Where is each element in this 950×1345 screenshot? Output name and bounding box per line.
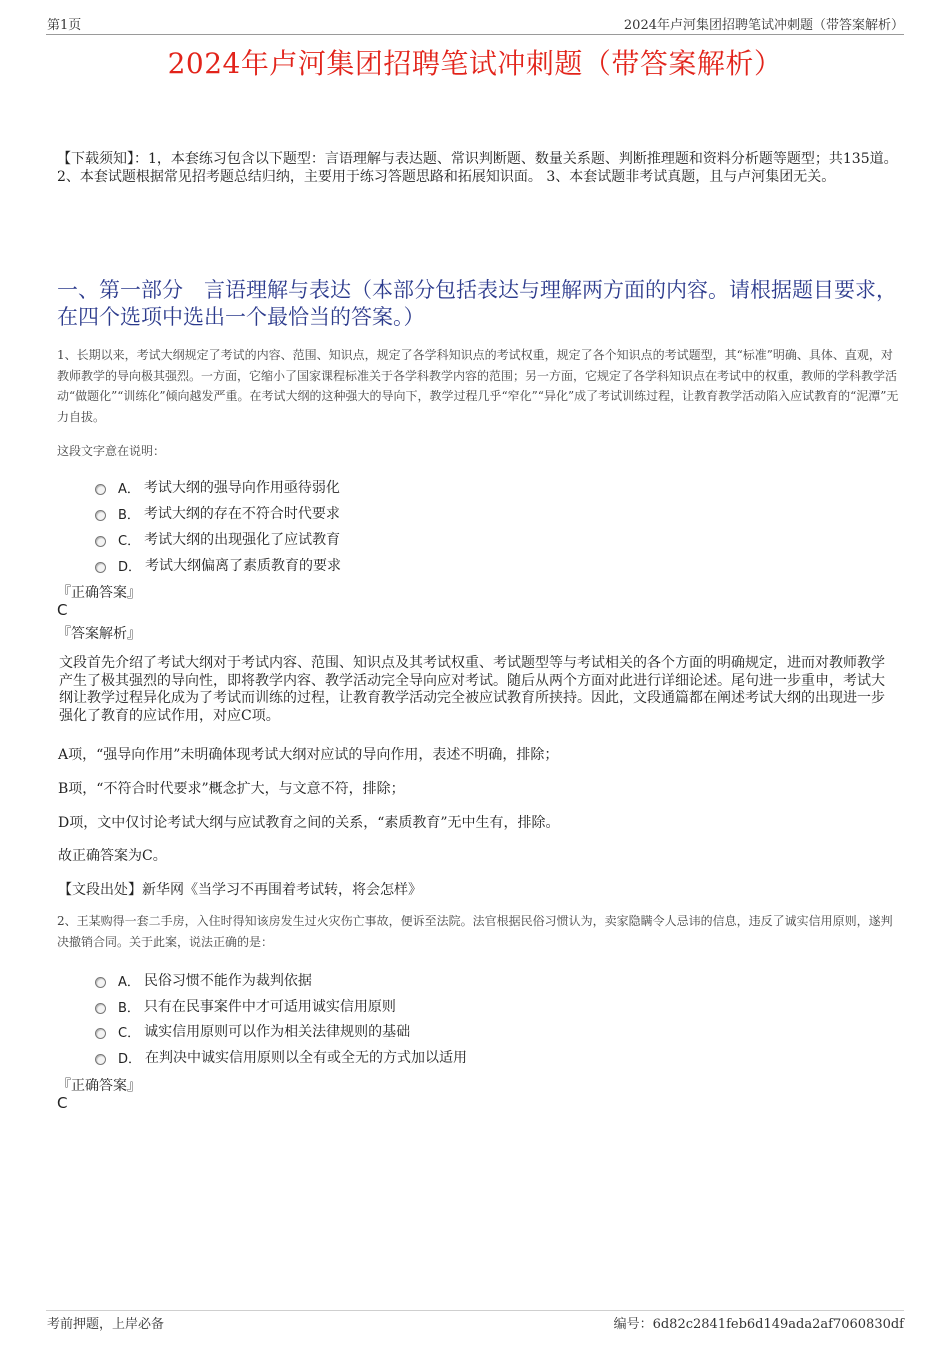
page-number: 第1页 — [47, 18, 82, 33]
radio-icon[interactable] — [95, 562, 106, 573]
option-text: 民俗习惯不能作为裁判依据 — [143, 973, 312, 989]
radio-icon[interactable] — [95, 484, 106, 495]
question-1-answer-label: 『正确答案』 — [57, 585, 141, 601]
option-letter: A． — [118, 481, 140, 497]
option-letter: D． — [118, 559, 142, 575]
option-text: 诚实信用原则可以作为相关法律规则的基础 — [144, 1024, 411, 1040]
option-letter: B． — [118, 507, 140, 523]
option-text: 考试大纲偏离了素质教育的要求 — [145, 558, 342, 574]
page-title: 2024年卢河集团招聘笔试冲刺题（带答案解析） — [167, 47, 783, 80]
question-2-answer: C — [57, 1094, 68, 1112]
option-letter: A． — [118, 974, 140, 990]
question-1-prompt: 这段文字意在说明： — [57, 444, 166, 458]
option-letter: D． — [118, 1051, 142, 1067]
option-text: 在判决中诚实信用原则以全有或全无的方式加以适用 — [145, 1050, 468, 1066]
radio-icon[interactable] — [95, 1054, 106, 1065]
header-doc-title: 2024年卢河集团招聘笔试冲刺题（带答案解析） — [623, 18, 904, 33]
option-text: 考试大纲的存在不符合时代要求 — [143, 506, 340, 522]
question-1-option-a[interactable] — [95, 477, 340, 497]
question-2-option-c[interactable] — [95, 1021, 410, 1041]
question-1-note-b: B项，“不符合时代要求”概念扩大，与文意不符，排除； — [58, 781, 405, 797]
question-1-analysis: 文段首先介绍了考试大纲对于考试内容、范围、知识点及其考试权重、考试题型等与考试相关的各个方面的明确规定，进而对教师教学产生了极其强烈的导向性，即将教学内容、教学活动完全导向应对考试。随后从两个方面对此进行详细论述。尾句进一步重申，考试大纲让教学过程异化成为了考试而训练的过程，让教育教学活动完全被应试教育所挟持。因此，文段通篇都在阐述考试大纲的出现进一步强化了教育的应试作用，对应C项。 — [59, 655, 885, 724]
option-letter: C． — [118, 533, 141, 549]
download-notice: 【下载须知】：1，本套练习包含以下题型：言语理解与表达题、常识判断题、数量关系题、判断推理题和资料分析题等题型；共135道。 2、本套试题根据常见招考题总结归纳，主要用于练习答题思路和拓展知识面。 3、本套试题非考试真题，且与卢河集团无关。 — [57, 151, 898, 185]
question-1-answer: C — [57, 601, 68, 619]
question-1-analysis-label: 『答案解析』 — [57, 626, 141, 642]
question-2-answer-label: 『正确答案』 — [57, 1078, 141, 1094]
question-1-text: 1、长期以来，考试大纲规定了考试的内容、范围、知识点，规定了各学科知识点的考试权重，规定了各个知识点的考试题型，其“标准”明确、具体、直观，对教师教学的导向极其强烈。一方面，它缩小了国家课程标准关于各学科教学内容的范围；另一方面，它规定了各学科知识点在考试中的权重，教师的学科教学活动“做题化”“训练化”倾向越发严重。在考试大纲的这种强大的导向下，教学过程几乎“窄化”“异化”成了考试训练过程，让教育教学活动陷入应试教育的“泥潭”无力自拔。 — [57, 348, 899, 424]
question-1-note-a: A项，“强导向作用”未明确体现考试大纲对应试的导向作用，表述不明确，排除； — [58, 747, 559, 763]
question-2-option-d[interactable] — [95, 1047, 467, 1067]
radio-icon[interactable] — [95, 1028, 106, 1039]
question-2-option-b[interactable] — [95, 996, 396, 1016]
radio-icon[interactable] — [95, 977, 106, 988]
question-1-conclusion: 故正确答案为C。 — [58, 848, 167, 864]
question-1-note-d: D项，文中仅讨论考试大纲与应试教育之间的关系，“素质教育”无中生有，排除。 — [58, 815, 560, 831]
question-2-text: 2、王某购得一套二手房，入住时得知该房发生过火灾伤亡事故，便诉至法院。法官根据民俗习惯认为，卖家隐瞒令人忌讳的信息，违反了诚实信用原则，遂判决撤销合同。关于此案，说法正确的是： — [57, 914, 893, 949]
footer-doc-id: 编号：6d82c2841feb6d149ada2af7060830df — [613, 1317, 904, 1332]
section-heading: 一、第一部分 言语理解与表达（本部分包括表达与理解两方面的内容。请根据题目要求，在四个选项中选出一个最恰当的答案。） — [57, 278, 897, 329]
question-1-option-d[interactable] — [95, 555, 341, 575]
question-1-option-b[interactable] — [95, 503, 340, 523]
radio-icon[interactable] — [95, 1003, 106, 1014]
option-letter: B． — [118, 1000, 140, 1016]
option-letter: C． — [118, 1025, 141, 1041]
option-text: 考试大纲的出现强化了应试教育 — [144, 532, 341, 548]
radio-icon[interactable] — [95, 510, 106, 521]
option-text: 考试大纲的强导向作用亟待弱化 — [143, 480, 340, 496]
radio-icon[interactable] — [95, 536, 106, 547]
question-2-option-a[interactable] — [95, 970, 312, 990]
question-1-option-c[interactable] — [95, 529, 340, 549]
footer-divider — [46, 1310, 904, 1311]
header-divider — [46, 34, 904, 35]
option-text: 只有在民事案件中才可适用诚实信用原则 — [143, 999, 396, 1015]
question-1-source: 【文段出处】新华网《当学习不再围着考试转，将会怎样》 — [58, 882, 422, 898]
footer-slogan: 考前押题，上岸必备 — [47, 1317, 165, 1332]
